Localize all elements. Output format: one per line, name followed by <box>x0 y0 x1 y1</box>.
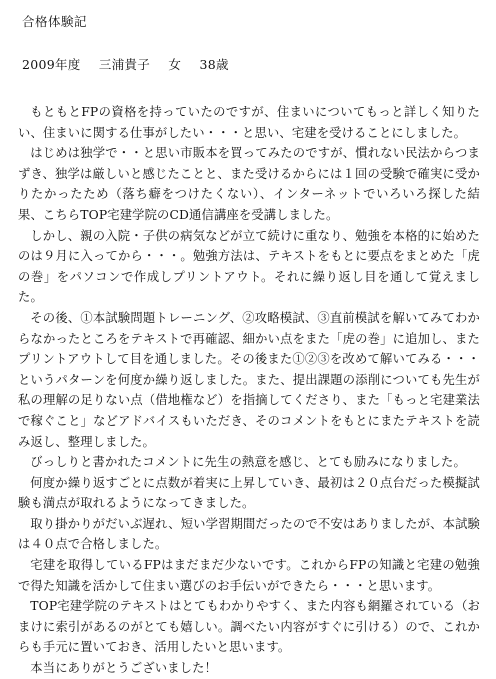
paragraph-9: TOP宅建学院のテキストはとてもわかりやすく、また内容も網羅されている（おまけに索引があるのがとても嬉しい。調べたい内容がすぐに引ける）ので、これからも手元に置いておき、活用したいと思います。 <box>18 599 481 655</box>
document-title: 合格体験記 <box>22 14 88 29</box>
author-age: 38歳 <box>199 57 229 72</box>
paragraph-8: 宅建を取得しているFPはまだまだ少ないです。これからFPの知識と宅建の勉強で得た知識を活かして住まい選びのお手伝いができたら・・・と思います。 <box>18 558 480 593</box>
paragraph-5: びっしりと書かれたコメントに先生の熱意を感じ、とても励みになりました。 <box>30 455 466 470</box>
author-year: 2009年度 <box>22 57 81 72</box>
paragraph-4: その後、①本試験問題トレーニング、②攻略模試、③直前模試を解いてみてわからなかったところをテキストで再確認、細かい点をまた「虎の巻」に追加し、またプリントアウトして目を通しました。その後また①②③を改めて解いてみる・・・というパターンを何度か繰り返しました。また、提出課題の添削についても先生が私の理解の足りない点（借地権など）を指摘してくださり、また「もっと宅建業法で稼ぐこと」などアドバイスもいただき、そのコメントをもとにまたテキストを読み返し、整理しました。 <box>18 310 480 449</box>
author-gender: 女 <box>168 57 182 72</box>
author-info <box>22 57 480 73</box>
paragraph-7: 取り掛かりがだいぶ遅れ、短い学習期間だったので不安はありましたが、本試験は４０点で合格しました。 <box>18 516 480 552</box>
author-name: 三浦貴子 <box>98 57 151 72</box>
paragraph-2: はじめは独学で・・と思い市販本を買ってみたのですが、慣れない民法からつまずき、独学は厳しいと感じたことと、また受けるからには１回の受験で確実に受かりたかったため（落ち癖をつけたくない）、インターネットでいろいろ探した結果、こちらTOP宅建学院のCD通信講座を受講しました。 <box>18 146 480 222</box>
paragraph-6: 何度か繰り返すごとに点数が着実に上昇していき、最初は２０点台だった模擬試験も満点が取れるようになってきました。 <box>18 475 480 511</box>
document-body <box>18 102 480 679</box>
paragraph-1: もともとFPの資格を持っていたのですが、住まいについてもっと詳しく知りたい、住まいに関する仕事がしたい・・・と思い、宅建を受けることにしました。 <box>18 105 480 140</box>
paragraph-10: 本当にありがとうございました！ <box>30 661 218 676</box>
paragraph-3: しかし、親の入院・子供の病気などが立て続けに重なり、勉強を本格的に始めたのは９月に入ってから・・・。勉強方法は、テキストをもとに要点をまとめた「虎の巻」をパソコンで作成しプリントアウト。それに繰り返し目を通して覚えました。 <box>18 228 480 305</box>
